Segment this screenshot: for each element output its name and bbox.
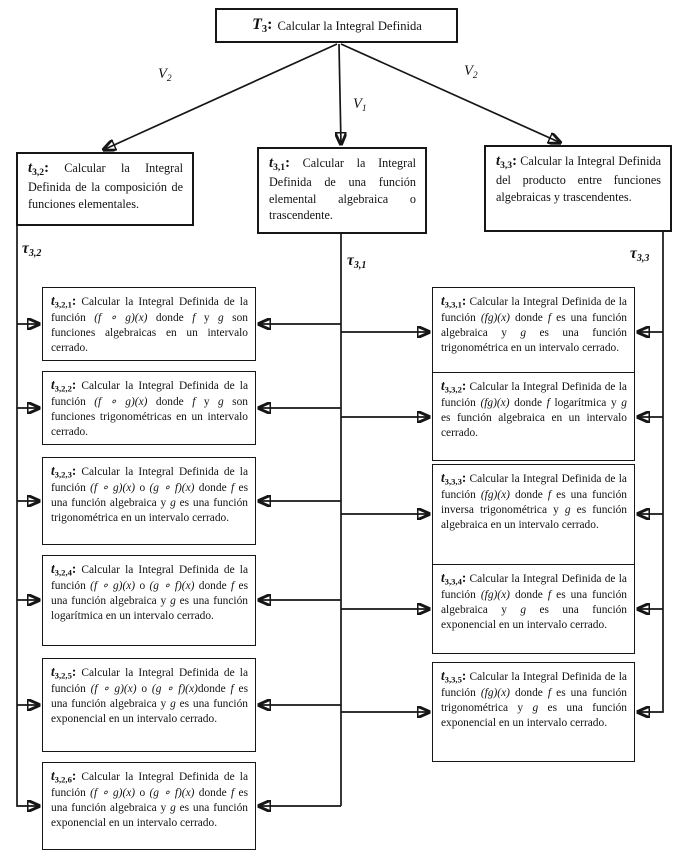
task-id-label: $t_{3,3,1}$: <box>441 293 467 310</box>
branch-label-tau-3-1 <box>347 252 366 271</box>
task-description: Calcular la Integral Definida de una función elemental algebraica o trascendente. <box>269 156 416 223</box>
task-id-label: $t_{3,3,4}$: <box>441 570 467 587</box>
task-id-label: $t_{3,2,5}$: <box>51 664 77 681</box>
branch-label-sub: 3,2 <box>28 248 42 259</box>
task-box-t3-2 <box>16 152 194 226</box>
task-description: Calcular la Integral Definida de la función (fg)(x) donde f es una función algebraica y g es una función trigonométrica en un intervalo cerrado. <box>441 296 628 355</box>
task-id-label: $t_{3,3,5}$: <box>441 668 467 685</box>
task-description: Calcular la Integral Definida de la función (f ∘ g)(x) donde f y g son funciones algebraicas en un intervalo cerrado. <box>51 296 248 355</box>
task-id-label: $t_{3,3,2}$: <box>441 378 467 395</box>
branch-label-base: τ <box>347 252 354 269</box>
task-box-t3-3-5 <box>432 662 635 762</box>
task-box-t3-2-3 <box>42 457 256 545</box>
task-box-t3-3 <box>484 145 672 232</box>
task-box-t3-2-4 <box>42 555 256 646</box>
edge-label-v1-center <box>353 96 367 114</box>
edge-label-sub: 2 <box>166 73 172 84</box>
branch-label-base: τ <box>22 240 29 257</box>
task-box-t3-2-1 <box>42 287 256 361</box>
task-id-label: $t_{3,1}$: <box>269 155 290 173</box>
task-description: Calcular la Integral Definida de la función (fg)(x) donde f es una función trigonométrica y g es una función exponencial en un intervalo cerrado. <box>441 671 627 730</box>
edge-label-base: V <box>464 63 473 79</box>
task-box-T3-root <box>215 8 458 43</box>
task-description: Calcular la Integral Definida de la función (f ∘ g)(x) o (g ∘ f)(x)donde f es una función algebraica y g es una función exponencial en un intervalo cerrado. <box>51 667 249 726</box>
task-description: Calcular la Integral Definida de la función (f ∘ g)(x) o (g ∘ f)(x) donde f es una función algebraica y g es una función logarítmica en un intervalo cerrado. <box>51 564 248 623</box>
task-description: Calcular la Integral Definida del producto entre funciones algebraicas y trascendentes. <box>496 154 661 204</box>
task-box-t3-1 <box>257 147 427 234</box>
task-id-label: $T_3$: <box>252 16 273 36</box>
edge-label-sub: 1 <box>361 103 367 114</box>
branch-label-tau-3-2 <box>22 240 41 259</box>
task-box-t3-2-6 <box>42 762 256 850</box>
branch-label-sub: 3,1 <box>353 260 367 271</box>
task-box-t3-2-2 <box>42 371 256 445</box>
trunk-left <box>17 226 40 806</box>
task-description: Calcular la Integral Definida de la función (f ∘ g)(x) o (g ∘ f)(x) donde f es una función algebraica y g es una función trigonométrica en un intervalo cerrado. <box>51 466 248 525</box>
task-description: Calcular la Integral Definida de la función (fg)(x) donde f logarítmica y g es función algebraica en un intervalo cerrado. <box>441 381 627 440</box>
task-id-label: $t_{3,2,4}$: <box>51 561 77 578</box>
task-description: Calcular la Integral Definida de la función (fg)(x) donde f es una función algebraica y g es una función exponencial en un intervalo cerrado. <box>441 573 628 632</box>
task-id-label: $t_{3,2,3}$: <box>51 463 77 480</box>
task-box-t3-2-5 <box>42 658 256 752</box>
branch-label-base: τ <box>630 245 637 262</box>
edge-label-v2-left <box>158 66 172 84</box>
edge-label-sub: 2 <box>472 70 478 81</box>
task-description: Calcular la Integral Definida <box>277 18 422 33</box>
task-id-label: $t_{3,3}$: <box>496 153 517 171</box>
task-id-label: $t_{3,3,3}$: <box>441 470 467 487</box>
task-box-t3-3-4 <box>432 564 635 654</box>
arrow-root-to-t33 <box>341 44 561 143</box>
task-box-t3-3-2 <box>432 372 635 461</box>
task-id-label: $t_{3,2,6}$: <box>51 768 77 785</box>
edge-label-v2-right <box>464 63 478 81</box>
edge-label-base: V <box>158 66 167 82</box>
branch-label-sub: 3,3 <box>636 253 650 264</box>
task-box-t3-3-1 <box>432 287 635 378</box>
arrow-root-to-t32 <box>103 44 337 150</box>
branch-label-tau-3-3 <box>630 245 649 264</box>
task-id-label: $t_{3,2,1}$: <box>51 293 77 310</box>
task-box-t3-3-3 <box>432 464 635 565</box>
task-id-label: $t_{3,2,2}$: <box>51 377 77 394</box>
task-description: Calcular la Integral Definida de la función (fg)(x) donde f es una función inversa trigonométrica y g es función algebraica en un intervalo cerrado. <box>441 473 628 532</box>
trunk-right <box>637 232 663 712</box>
arrow-root-to-t31 <box>339 44 341 145</box>
task-description: Calcular la Integral Definida de la composición de funciones elementales. <box>28 161 183 211</box>
task-description: Calcular la Integral Definida de la función (f ∘ g)(x) o (g ∘ f)(x) donde f es una función algebraica y g es una función exponencial en un intervalo cerrado. <box>51 771 248 830</box>
task-description: Calcular la Integral Definida de la función (f ∘ g)(x) donde f y g son funciones trigonométricas en un intervalo cerrado. <box>51 380 248 439</box>
edge-label-base: V <box>353 96 362 112</box>
task-id-label: $t_{3,2}$: <box>28 160 49 178</box>
